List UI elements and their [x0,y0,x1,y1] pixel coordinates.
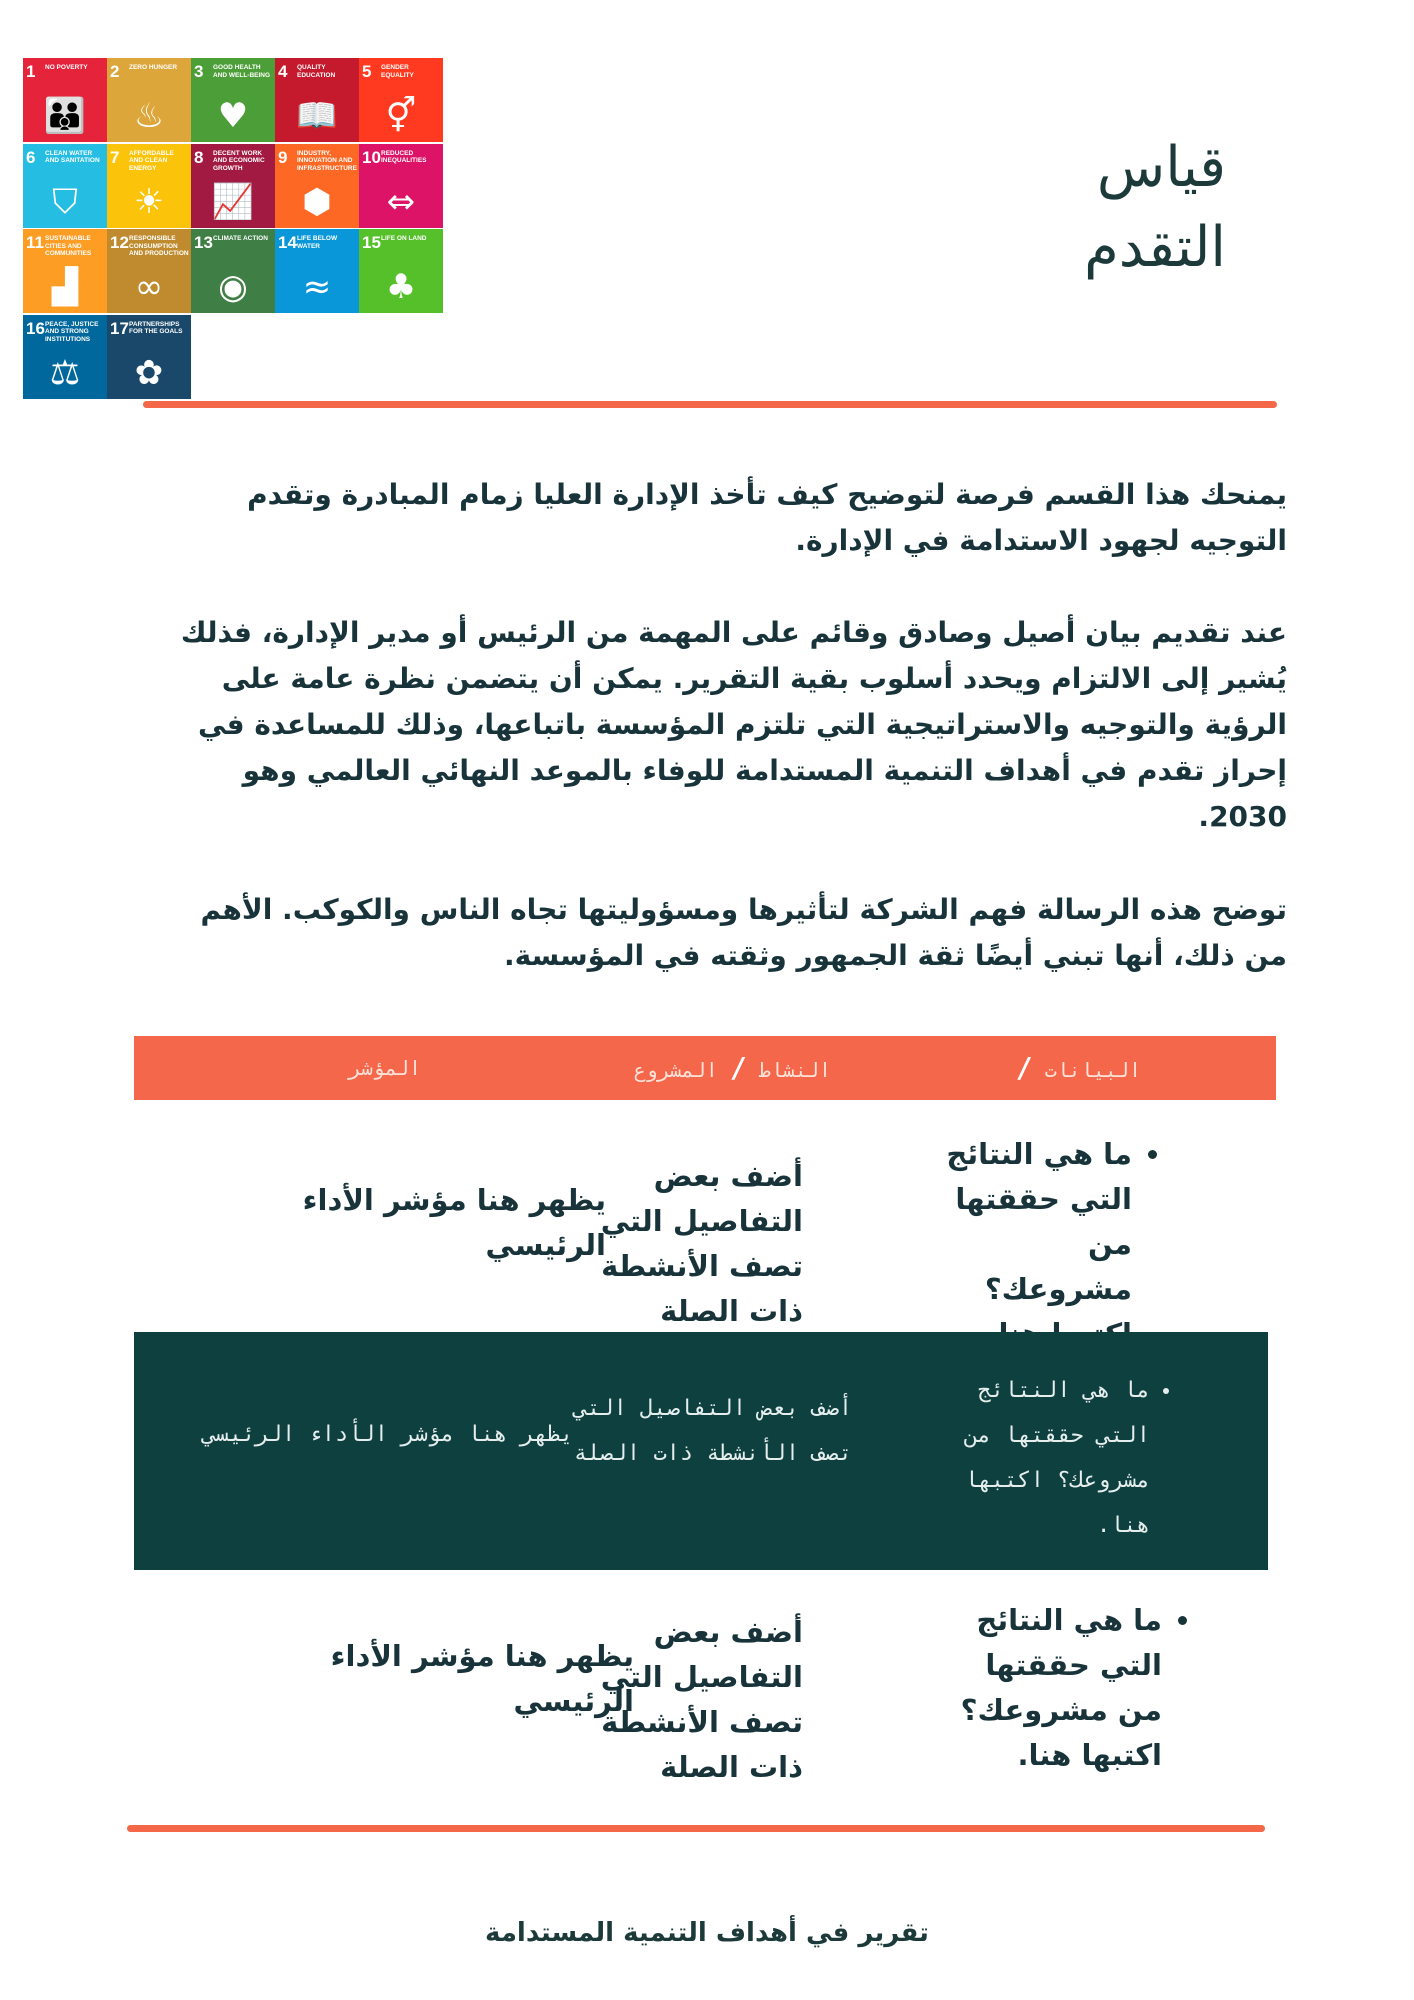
city-icon: ▟ [51,267,79,307]
sdg-number: 16 [26,318,45,338]
sdg-tile [23,229,107,313]
page-title [1084,128,1226,288]
sdg-number: 5 [362,62,372,81]
sdg-label: CLIMATE ACTION [213,235,268,242]
sdg-number: 8 [194,147,204,167]
family-icon: 👪 [43,96,87,136]
sdg-tile [107,229,191,313]
sdg-label: LIFE BELOW WATER [297,235,338,250]
sdg-label: DECENT WORK AND ECONOMIC GROWTH [213,149,265,172]
sdg-tile [191,229,275,313]
table-row [134,1120,1268,1332]
sdg-goals-grid [23,58,443,400]
sdg-label: PARTNERSHIPS FOR THE GOALS [129,320,183,335]
sdg-number: 14 [278,233,297,252]
infinity-icon: ∞ [134,267,164,307]
water-icon: ⛉ [52,181,78,222]
header-activity-project: النشاط / المشروع [633,1051,831,1084]
gender-icon: ⚥ [385,96,417,136]
page-title-line-2: التقدم [1084,215,1226,280]
cubes-icon: ⬢ [302,181,332,222]
sdg-number: 13 [194,233,213,252]
table-header [134,1036,1276,1100]
sdg-label: CLEAN WATER AND SANITATION [45,149,100,164]
sdg-number: 6 [26,147,36,167]
sdg-tile [23,315,107,399]
fish-icon: ≈ [302,267,332,307]
activity-cell: أضف بعض التفاصيل التي تصف الأنشطة ذات الصلة [600,1159,803,1328]
table-row [134,1332,1268,1570]
sdg-tile [191,144,275,228]
dove-icon: ⚖ [49,352,81,393]
sdg-label: NO POVERTY [45,64,88,71]
sdg-label: AFFORDABLE AND CLEAN ENERGY [129,149,174,172]
activity-cell: أضف بعض التفاصيل التي تصف الأنشطة ذات الصلة [573,1396,853,1466]
sdg-number: 15 [362,233,381,252]
eye-icon: ◉ [218,267,248,307]
book-icon: 📖 [295,96,339,136]
sdg-label: QUALITY EDUCATION [297,64,336,79]
indicator-cell: يظهر هنا مؤشر الأداء الرئيسي [302,1183,606,1262]
indicator-cell: يظهر هنا مؤشر الأداء الرئيسي [330,1639,634,1718]
sdg-tile [191,58,275,142]
sdg-label: PEACE, JUSTICE AND STRONG INSTITUTIONS [45,320,99,343]
sdg-number: 17 [110,318,129,338]
sdg-tile [359,229,443,313]
result-cell: • ما هي النتائج التي حققتها من مشروعك؟ اكتبها هنا. [948,1598,1188,1778]
sdg-label: RESPONSIBLE CONSUMPTION AND PRODUCTION [129,235,189,257]
sdg-number: 2 [110,62,120,81]
result-cell: • ما هي النتائج التي حققتها من مشروعك؟ [938,1132,1158,1357]
sdg-tile [107,315,191,399]
sdg-tile [107,144,191,228]
activity-cell: أضف بعض التفاصيل التي تصف الأنشطة ذات الصلة [600,1615,803,1784]
sdg-tile [23,144,107,228]
statement-paragraph: عند تقديم بيان أصيل وصادق وقائم على المهمة من الرئيس أو مدير الإدارة، فذلك يُشير إلى الالتزام ويحدد أسلوب بقية التقرير. يمكن أن يتضمن نظرة عامة على الرؤية والتوجيه والاستراتيجية التي تلتزم المؤسسة باتباعها، وذلك للمساعدة في إحراز تقدم في أهداف التنمية المستدامة للوفاء بالموعد النهائي العالمي وهو 2030. [180,616,1287,833]
heartbeat-icon: ♥ [217,96,249,136]
sdg-tile [275,229,359,313]
sdg-label: REDUCED INEQUALITIES [381,149,427,164]
intro-paragraph: يمنحك هذا القسم فرصة لتوضيح كيف تأخذ الإدارة العليا زمام المبادرة وتقدم التوجيه لجهود الاستدامة في الإدارة. [247,478,1287,557]
sdg-label: GENDER EQUALITY [381,64,414,79]
sun-icon: ☀ [133,181,165,222]
sdg-label: LIFE ON LAND [381,235,427,242]
sdg-tile [23,58,107,142]
footer-report-title: تقرير في أهداف التنمية المستدامة [485,1918,929,1948]
sdg-number: 12 [110,233,129,252]
equal-icon: ⇔ [386,181,416,222]
page-title-line-1: قياس [1096,135,1226,200]
bowl-icon: ♨ [133,96,165,136]
sdg-label: INDUSTRY, INNOVATION AND INFRASTRUCTURE [297,149,357,172]
top-divider [143,401,1277,408]
tree-icon: ♣ [385,267,417,307]
sdg-number: 3 [194,62,204,81]
header-data: البيانات / [1015,1051,1141,1084]
sdg-tile [359,58,443,142]
bottom-divider [127,1825,1265,1832]
sdg-number: 1 [26,62,36,81]
sdg-number: 7 [110,147,120,167]
rings-icon: ✿ [134,352,164,393]
sdg-tile [275,144,359,228]
sdg-number: 4 [278,62,288,81]
sdg-number: 11 [26,233,44,252]
header-indicator: المؤشر [348,1056,421,1080]
sdg-tile [107,58,191,142]
sdg-number: 9 [278,147,288,167]
message-paragraph: توضح هذه الرسالة فهم الشركة لتأثيرها ومسؤوليتها تجاه الناس والكوكب. الأهم من ذلك، أنها تبني أيضًا ثقة الجمهور وثقته في المؤسسة. [200,893,1287,972]
sdg-label: ZERO HUNGER [129,64,178,71]
sdg-tile [275,58,359,142]
sdg-tile [359,144,443,228]
table-row [134,1598,1268,1818]
sdg-label: GOOD HEALTH AND WELL-BEING [213,64,271,79]
indicator-cell: يظهر هنا مؤشر الأداء الرئيسي [202,1422,574,1447]
result-cell: • ما هي النتائج التي حققتها من مشروعك؟ اكتبها هنا. [926,1368,1176,1548]
growth-chart-icon: 📈 [211,181,255,222]
sdg-number: 10 [362,147,381,167]
sdg-label: SUSTAINABLE CITIES AND COMMUNITIES [45,235,92,257]
